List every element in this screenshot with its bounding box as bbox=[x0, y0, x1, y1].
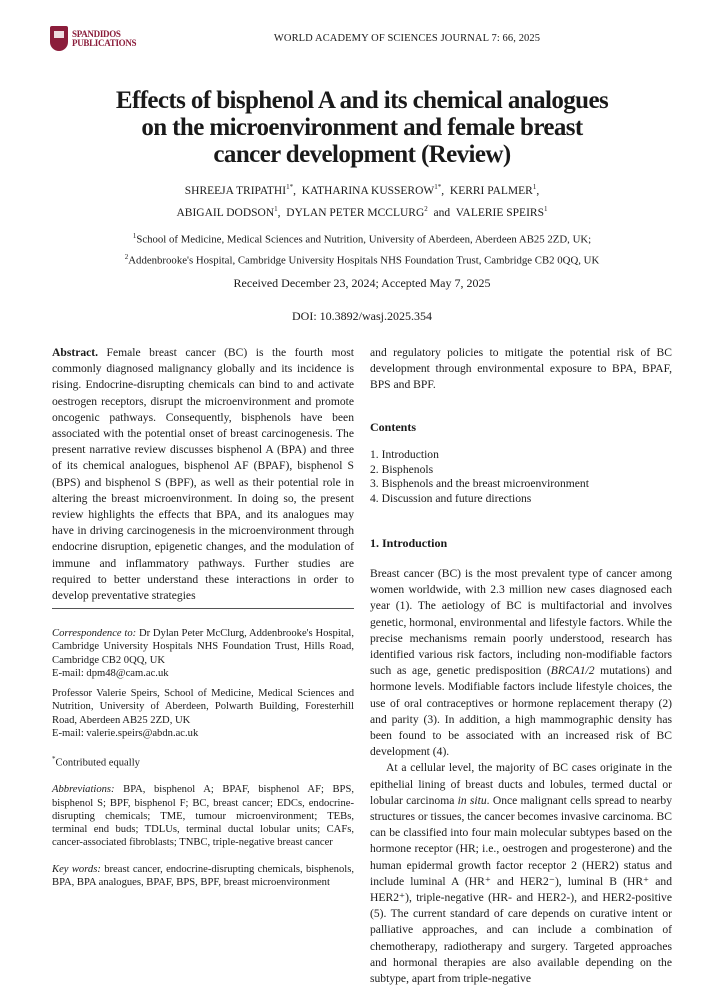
contents-item[interactable]: 3. Bisphenols and the breast microenvironment bbox=[370, 477, 589, 491]
publisher-logo: SPANDIDOS PUBLICATIONS bbox=[50, 26, 136, 51]
received-dates: Received December 23, 2024; Accepted May 7, 2025 bbox=[233, 276, 491, 290]
contents: Contents 1. Introduction 2. Bisphenols 3. Bisphenols and the breast microenvironment 4. Discussion and future directions bbox=[370, 420, 672, 506]
contents-item[interactable]: 2. Bisphenols bbox=[370, 462, 434, 476]
abstract: Abstract. Female breast cancer (BC) is the fourth most commonly diagnosed malignancy globally and its incidence is rising. Endocrine-disrupting chemicals can bind to and activate oestrogen receptors, disrupt the microenvironment and promote oncogenic pathways. Consequently, bisphenols have been associated with the potential onset of breast carcinogenesis. The present narrative review discusses bisphenol A (BPA) and three of its chemical analogues, bisphenol AF (BPAF), bisphenol S (BPS) and bisphenol S (BPF), as well as their potential role in altering the breast microenvironment. In doing so, the present review highlights the effects that BPA, and its analogues may have in driving carcinogenesis in the microenvironment through endocrine disruption, epigenetic changes, and the modulation of immune and inflammatory pathways. Further studies are required to better understand these interactions in order to develop preventative strategies bbox=[52, 346, 354, 603]
affiliations: $^1$School of Medicine, Medical Sciences and Nutrition, University of Aberdeen, Aberdeen AB25 2ZD, UK; $^2$Addenbrooke's Hospital, Cambridge University Hospitals NHS Foundation Trust, Cambridge CB2 0QQ, UK bbox=[124, 232, 600, 267]
divider bbox=[52, 608, 354, 609]
contents-item[interactable]: 4. Discussion and future directions bbox=[370, 491, 532, 505]
introduction-body: Breast cancer (BC) is the most prevalent type of cancer among women worldwide, with 2.3 million new cases diagnosed each year (1). The aetiology of BC is multifactorial and involves genetic, hormonal, environmental and lifestyle factors. While the precise mechanisms remain poorly understood, research has identified various risk factors, including non-modifiable factors such as age, genetic predisposition (BRCA1/2 mutations) and hormone levels. Modifiable factors include lifestyle choices, the use of oral contraceptives or hormone replacement therapy (2) and parity (3). In addition, a high mammographic density has been found to be associated with an increased risk of BC development (4). At a cellular level, the majority of BC cases originate in the epithelial lining of breast ducts and lobules, termed ductal or lobular carcinoma in situ. Once malignant cells spread to nearby structures or tissues, the cancer becomes invasive carcinoma. BC can be classified into four main molecular subtypes based on the hormone receptor (HR; i.e., oestrogen and progesterone) and the human epidermal growth factor receptor 2 (HER2) status and include luminal A (HR⁺ and HER2⁻), luminal B (HR⁺ and HER2⁺), triple-negative (HR- and HER2-), and HER2-positive (5). The current standard of care depends on curative intent or palliative approaches, and can include a combination of chemotherapy, radiotherapy and surgery. Targeted approaches and hormonal therapies are also available depending on the subtype, apart from triple-negative bbox=[370, 567, 672, 986]
abbreviations: Abbreviations: BPA, bisphenol A; BPAF, bisphenol AF; BPS, bisphenol S; BPF, bisphenol F; BC, breast cancer; EDCs, endocrine-disrupting chemicals; TME, tumour microenvironment; TEBs, terminal end buds; TDLUs, terminal ductal lobular units; CAFs, cancer-associated fibroblasts; TNBC, triple-negative breast cancer bbox=[52, 784, 354, 849]
keywords: Key words: breast cancer, endocrine-disrupting chemicals, bisphenols, BPA, BPA analogues, BPAF, BPS, BPF, breast microenvironment bbox=[52, 863, 354, 888]
introduction-heading: 1. Introduction bbox=[370, 536, 448, 550]
doi: DOI: 10.3892/wasj.2025.354 bbox=[292, 309, 432, 323]
contents-item[interactable]: 1. Introduction bbox=[370, 448, 439, 461]
article-title: Effects of bisphenol A and its chemical analogues on the microenvironment and female breast cancer development (Review) bbox=[115, 87, 609, 168]
correspondence: Correspondence to: Dr Dylan Peter McClurg, Addenbrooke's Hospital, Cambridge University Hospitals NHS Foundation Trust, Hills Road, Cambridge CB2 0QQ, UK E-mail: dpm48@cam.ac.uk Professor Valerie Speirs, School of Medicine, Medical Sciences and Nutrition, University of Aberdeen, Polwarth Building, Foresterhill Road, Aberdeen AB25 2ZD, UK E-mail: valerie.speirs@abdn.ac.uk *Contributed equally Abbreviations: BPA, bisphenol A; BPAF, bisphenol AF; BPS, bisphenol S; BPF, bisphenol F; BC, breast cancer; EDCs, endocrine-disrupting chemicals; TME, tumour microenvironment; TEBs, terminal end buds; TDLUs, terminal ductal lobular units; CAFs, cancer-associated fibroblasts; TNBC, triple-negative breast cancer Key words: breast cancer, endocrine-disrupting chemicals, bisphenols, BPA, BPA analogues, BPAF, BPS, BPF, breast microenvironment bbox=[52, 628, 354, 888]
abstract-continued: and regulatory policies to mitigate the potential risk of BC development through environmental exposure to BPA, BPAF, BPS and BPF. bbox=[370, 346, 672, 392]
journal-header: WORLD ACADEMY OF SCIENCES JOURNAL 7: 66, 2025 bbox=[273, 33, 541, 44]
author-list: SHREEJA $TRIPATHI^{1*}$, KATHARINA $KUSSEROW^{1*}$, KERRI PALMER$^1$, ABIGAIL DODSON$^1$, DYLAN PETER MCCLURG$^2$ and VALERIE SPEIRS$^1$ bbox=[176, 183, 548, 219]
